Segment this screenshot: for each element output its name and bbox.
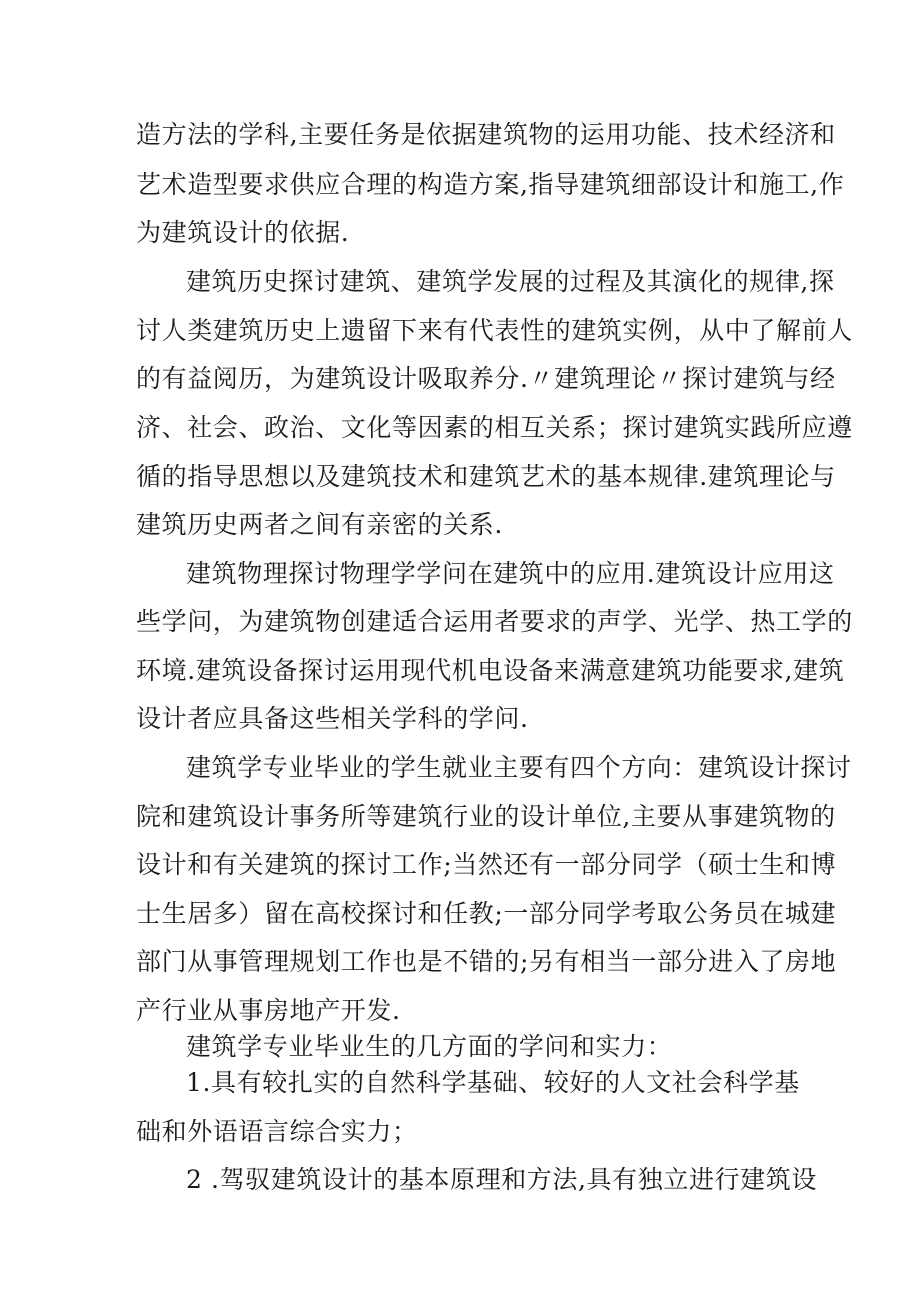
list-item-line: 础和外语语言综合实力； bbox=[136, 1117, 418, 1146]
paragraph-line: 设计和有关建筑的探讨工作;当然还有一部分同学（硕士生和博 bbox=[136, 850, 837, 879]
list-item-line: 1.具有较扎实的自然科学基础、较好的人文社会科学基 bbox=[186, 1068, 800, 1097]
paragraph-line: 环境.建筑设备探讨运用现代机电设备来满意建筑功能要求,建筑 bbox=[136, 656, 845, 685]
paragraph-line: 济、社会、政治、文化等因素的相互关系；探讨建筑实践所应遵 bbox=[136, 413, 853, 442]
paragraph-line: 的有益阅历，为建筑设计吸取养分.〃建筑理论〃探讨建筑与经 bbox=[136, 364, 836, 393]
paragraph-line: 部门从事管理规划工作也是不错的;另有相当一部分进入了房地 bbox=[136, 947, 837, 976]
paragraph-line: 建筑历史两者之间有亲密的关系. bbox=[136, 510, 503, 539]
paragraph-line: 讨人类建筑历史上遗留下来有代表性的建筑实例，从中了解前人 bbox=[136, 316, 853, 345]
paragraph-line: 为建筑设计的依据. bbox=[136, 218, 350, 247]
paragraph-line: 设计者应具备这些相关学科的学问. bbox=[136, 704, 529, 733]
paragraph-line: 建筑历史探讨建筑、建筑学发展的过程及其演化的规律,探 bbox=[186, 267, 835, 296]
paragraph-line: 院和建筑设计事务所等建筑行业的设计单位,主要从事建筑物的 bbox=[136, 802, 836, 831]
paragraph-line: 建筑物理探讨物理学学问在建筑中的应用.建筑设计应用这 bbox=[186, 559, 835, 588]
paragraph-line: 建筑学专业毕业的学生就业主要有四个方向：建筑设计探讨 bbox=[186, 753, 852, 782]
list-item-line: 2 .驾驭建筑设计的基本原理和方法,具有独立进行建筑设 bbox=[186, 1165, 817, 1194]
paragraph-line: 艺术造型要求供应合理的构造方案,指导建筑细部设计和施工,作 bbox=[136, 170, 845, 199]
section-heading-line: 建筑学专业毕业生的几方面的学问和实力： bbox=[186, 1032, 673, 1061]
paragraph-line: 循的指导思想以及建筑技术和建筑艺术的基本规律.建筑理论与 bbox=[136, 462, 836, 491]
paragraph-line: 造方法的学科,主要任务是依据建筑物的运用功能、技术经济和 bbox=[136, 120, 836, 149]
paragraph-line: 些学问，为建筑物创建适合运用者要求的声学、光学、热工学的 bbox=[136, 607, 853, 636]
paragraph-line: 产行业从事房地产开发. bbox=[136, 996, 401, 1025]
paragraph-line: 士生居多）留在高校探讨和任教;一部分同学考取公务员在城建 bbox=[136, 899, 837, 928]
